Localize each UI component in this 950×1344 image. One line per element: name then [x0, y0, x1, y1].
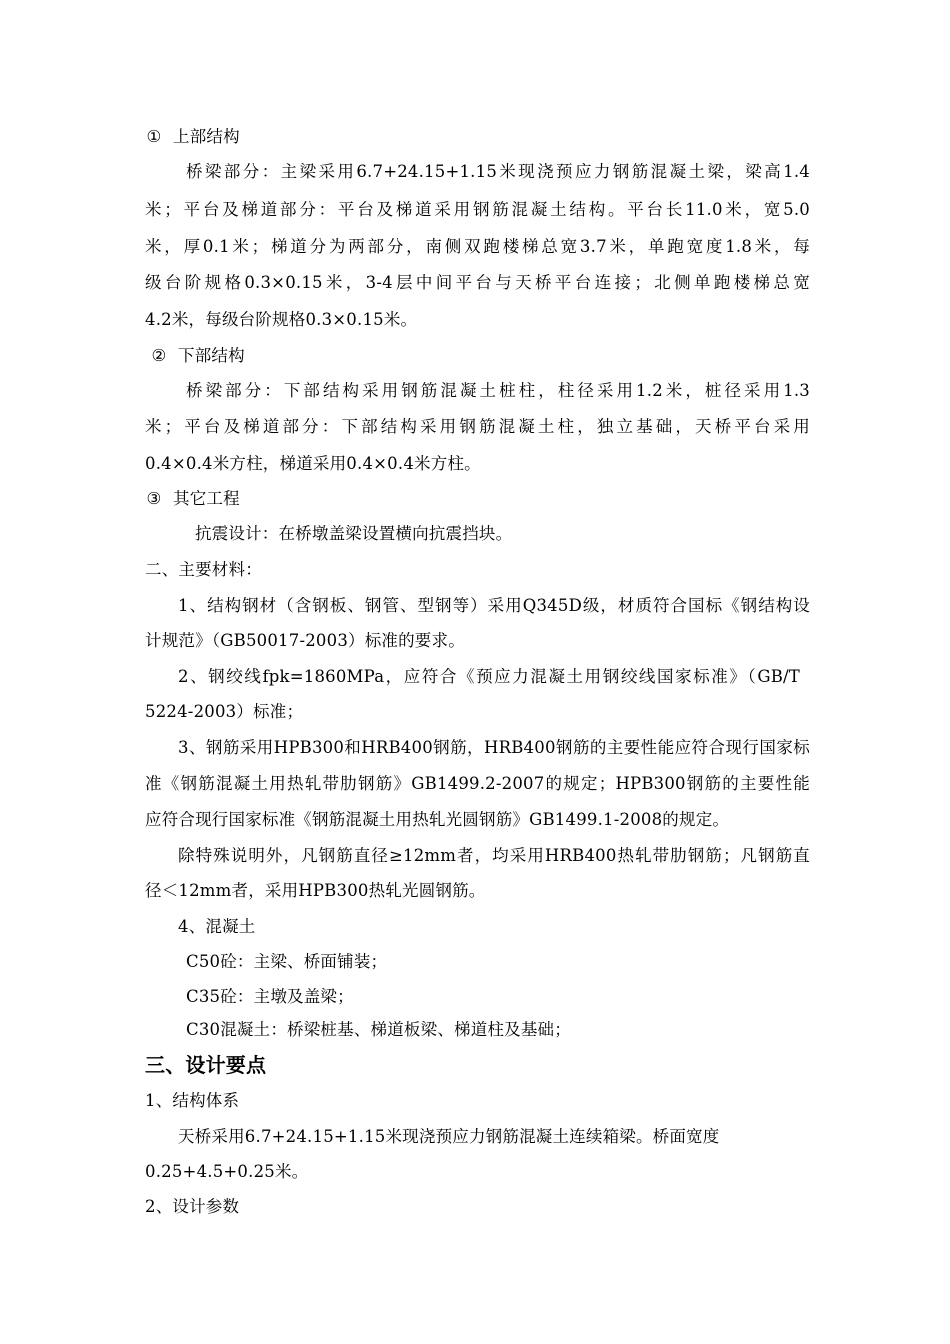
paragraph-line: 2、钢绞线fpk=1860MPa，应符合《预应力混凝土用钢绞线国家标准》（GB/T [178, 667, 800, 686]
circled-number-1: ① [146, 127, 162, 146]
concrete-heading: 4、混凝土 [178, 917, 256, 936]
paragraph-line: 4.2米，每级台阶规格0.3×0.15米。 [145, 310, 418, 329]
paragraph-line: 计规范》（GB50017-2003）标准的要求。 [145, 631, 465, 650]
circled-number-2: ② [151, 346, 167, 365]
concrete-item: C30混凝土：桥梁桩基、梯道板梁、梯道柱及基础； [186, 1020, 571, 1039]
paragraph-line: 准《钢筋混凝土用热轧带肋钢筋》GB1499.2-2007的规定；HPB300钢筋的主要性能 [145, 774, 810, 793]
design-subheading: 2、设计参数 [145, 1197, 240, 1216]
section-lower-heading [150, 345, 815, 367]
paragraph-line: 天桥采用6.7+24.15+1.15米现浇预应力钢筋混凝土连续箱梁。桥面宽度 [178, 1127, 720, 1146]
paragraph-line: 米；平台及梯道部分：下部结构采用钢筋混凝土柱，独立基础，天桥平台采用 [145, 417, 810, 436]
section-other-title: 其它工程 [173, 489, 240, 508]
section-lower-title: 下部结构 [178, 346, 245, 365]
concrete-item: C50砼：主梁、桥面铺装； [186, 952, 388, 971]
section-upper-heading [145, 126, 810, 148]
materials-heading: 二、主要材料： [145, 560, 262, 579]
section-upper-title: 上部结构 [173, 127, 240, 146]
paragraph-line: 0.25+4.5+0.25米。 [145, 1162, 309, 1181]
paragraph-line: 米；平台及梯道部分：平台及梯道采用钢筋混凝土结构。平台长11.0米，宽5.0 [145, 200, 810, 219]
paragraph-line: 米，厚0.1米；梯道分为两部分，南侧双跑楼梯总宽3.7米，单跑宽度1.8米，每 [145, 237, 810, 256]
paragraph-line: 桥梁部分：下部结构采用钢筋混凝土桩柱，柱径采用1.2米，桩径采用1.3 [186, 381, 810, 400]
paragraph-line: 应符合现行国家标准《钢筋混凝土用热轧光圆钢筋》GB1499.1-2008的规定。 [145, 810, 730, 829]
paragraph-line: 除特殊说明外，凡钢筋直径≥12mm者，均采用HRB400热轧带肋钢筋；凡钢筋直 [178, 846, 810, 865]
paragraph-line: 径＜12mm者，采用HPB300热轧光圆钢筋。 [145, 881, 486, 900]
paragraph-line: 级台阶规格0.3×0.15米，3-4层中间平台与天桥平台连接；北侧单跑楼梯总宽 [145, 273, 810, 292]
paragraph-line: 桥梁部分：主梁采用6.7+24.15+1.15米现浇预应力钢筋混凝土梁，梁高1.4 [186, 162, 810, 181]
circled-number-3: ③ [146, 489, 162, 508]
paragraph-line: 抗震设计：在桥墩盖梁设置横向抗震挡块。 [195, 524, 513, 543]
design-heading: 三、设计要点 [145, 1053, 267, 1077]
paragraph-line: 0.4×0.4米方柱，梯道采用0.4×0.4米方柱。 [145, 454, 481, 473]
paragraph-line: 1、结构钢材（含钢板、钢管、型钢等）采用Q345D级，材质符合国标《钢结构设 [178, 596, 810, 615]
section-other-heading [145, 488, 810, 510]
design-subheading: 1、结构体系 [145, 1091, 240, 1110]
paragraph-line: 5224-2003）标准； [145, 702, 304, 721]
concrete-item: C35砼：主墩及盖梁； [186, 987, 354, 1006]
paragraph-line: 3、钢筋采用HPB300和HRB400钢筋，HRB400钢筋的主要性能应符合现行国家标 [178, 738, 810, 757]
